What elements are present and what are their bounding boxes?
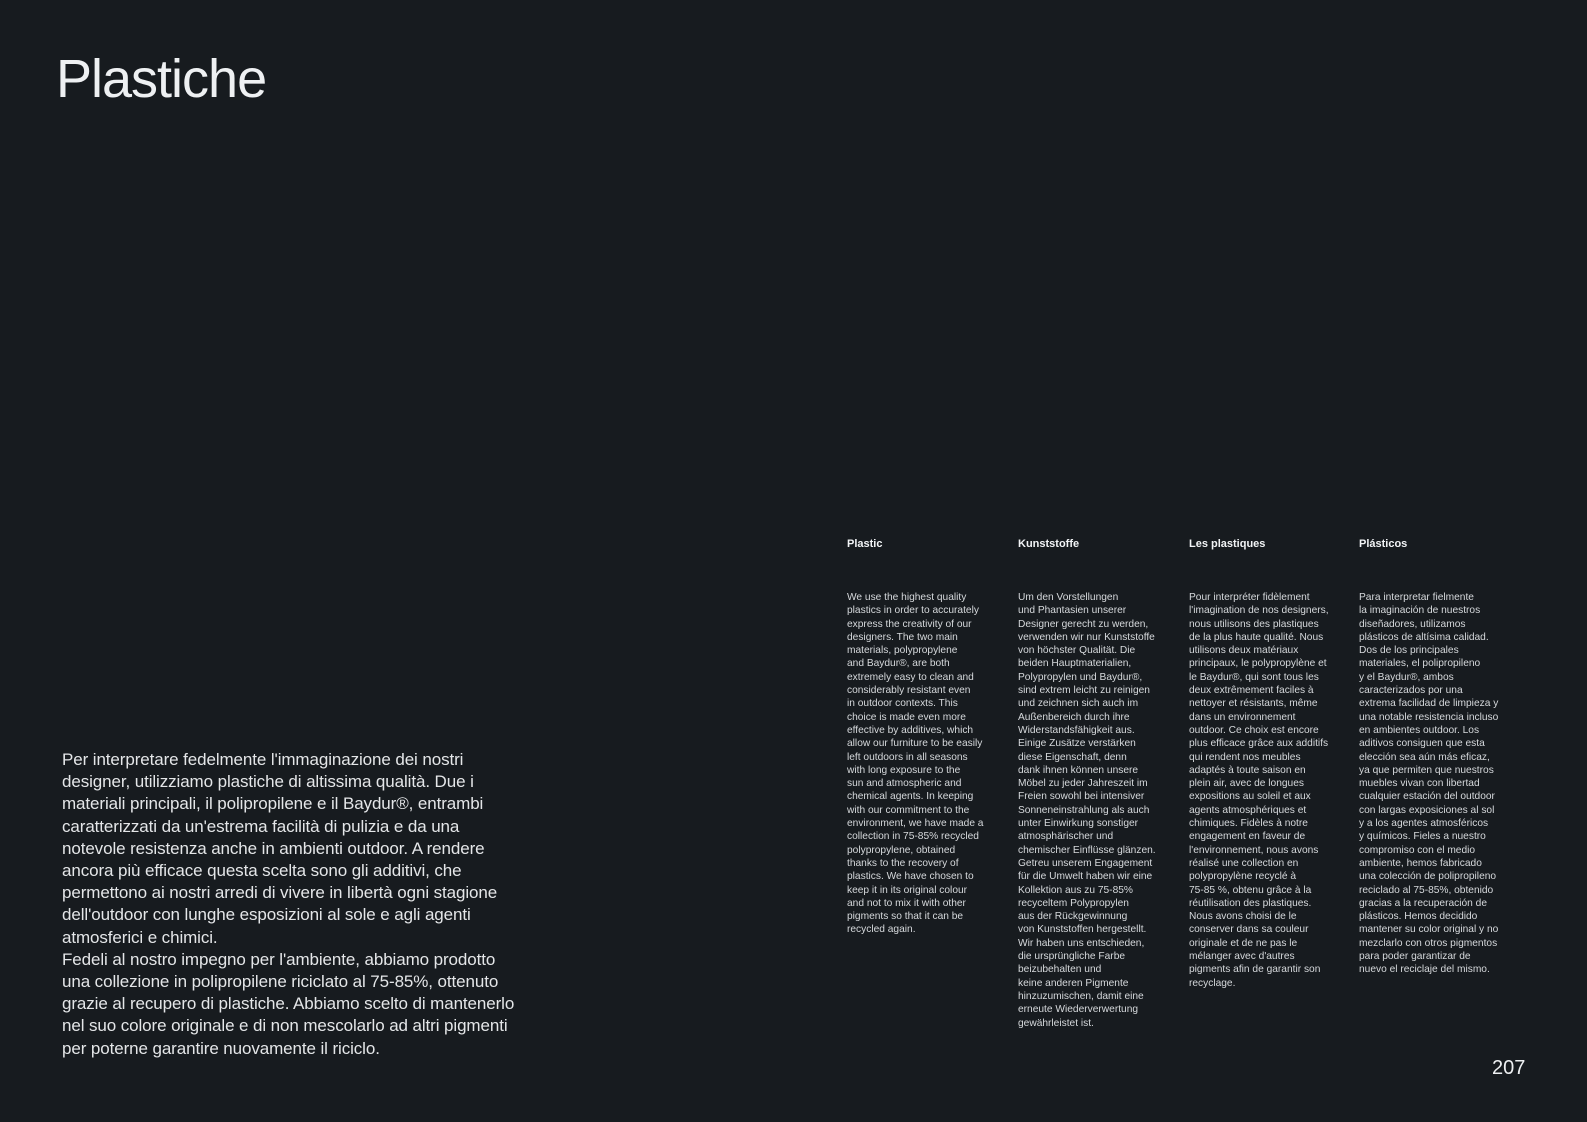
column-body: Pour interpréter fidèlement l'imagination de nos designers, nous utilisons des plastiques de la plus haute qualité. Nous utilisons deux matériaux principaux, le polypropylène et le Baydur®, qui sont tous les deux extrêmement faciles à nettoyer et résistants, même dans un environnement outdoor. Ce choix est encore plus efficace grâce aux additifs qui rendent nos meubles adaptés à toute saison en plein air, avec de longues expositions au soleil et aux agents atmosphériques et chimiques. Fidèles à notre engagement en faveur de l'environnement, nous avons réalisé une collection en polypropylène recyclé à 75-85 %, obtenu grâce à la réutilisation des plastiques. Nous avons choisi de le conserver dans sa couleur originale et de ne pas le mélanger avec d'autres pigments afin de garantir son recyclage. xyxy=(1189,592,1329,989)
translation-column-english xyxy=(847,537,1005,937)
column-body: Para interpretar fielmente la imaginación de nuestros diseñadores, utilizamos plásticos de altísima calidad. Dos de los principales materiales, el polipropileno y el Baydur®, ambos caracterizados por una extrema facilidad de limpieza y una notable resistencia incluso en ambientes outdoor. Los aditivos consiguen que esta elección sea aún más eficaz, ya que permiten que nuestros muebles vivan con libertad cualquier estación del outdoor con largas exposiciones al sol y a los agentes atmosféricos y químicos. Fieles a nuestro compromiso con el medio ambiente, hemos fabricado una colección de polipropileno reciclado al 75-85%, obtenido gracias a la recuperación de plásticos. Hemos decidido mantener su color original y no mezclarlo con otros pigmentos para poder garantizar de nuevo el reciclaje del mismo. xyxy=(1359,592,1499,976)
intro-paragraph: Fedeli al nostro impegno per l'ambiente, abbiamo prodotto una collezione in polipropilene riciclato al 75-85%, ottenuto grazie al recupero di plastiche. Abbiamo scelto di mantenerlo nel suo colore originale e di non mescolarlo ad altri pigmenti per poterne garantire nuovamente il riciclo. xyxy=(62,949,515,1058)
page-title: Plastiche xyxy=(56,49,267,109)
column-heading: Kunststoffe xyxy=(1018,538,1080,550)
column-heading: Plastic xyxy=(847,538,883,550)
page-number: 207 xyxy=(1492,1057,1526,1079)
translation-column-german xyxy=(1018,537,1176,1030)
column-heading: Plásticos xyxy=(1359,538,1408,550)
intro-paragraph: Per interpretare fedelmente l'immaginazione dei nostri designer, utilizziamo plastiche di altissima qualità. Due i materiali principali, il polipropilene e il Baydur®, entrambi caratterizzati da un'estrema facilità di pulizia e da una notevole resistenza anche in ambienti outdoor. A rendere ancora più efficace questa scelta sono gli additivi, che permettono ai nostri arredi di vivere in libertà ogni stagione dell'outdoor con lunghe esposizioni al sole e agli agenti atmosferici e chimici. xyxy=(62,750,498,947)
column-body: We use the highest quality plastics in order to accurately express the creativity of our designers. The two main materials, polypropylene and Baydur®, are both extremely easy to clean and considerably resistant even in outdoor contexts. This choice is made even more effective by additives, which allow our furniture to be easily left outdoors in all seasons with long exposure to the sun and atmospheric and chemical agents. In keeping with our commitment to the environment, we have made a collection in 75-85% recycled polypropylene, obtained thanks to the recovery of plastics. We have chosen to keep it in its original colour and not to mix it with other pigments so that it can be recycled again. xyxy=(847,592,984,936)
translation-column-french xyxy=(1189,537,1347,990)
translation-column-spanish xyxy=(1359,537,1517,977)
column-body: Um den Vorstellungen und Phantasien unserer Designer gerecht zu werden, verwenden wir nur Kunststoffe von höchster Qualität. Die beiden Hauptmaterialien, Polypropylen und Baydur®, sind extrem leicht zu reinigen und zeichnen sich auch im Außenbereich durch ihre Widerstandsfähigkeit aus. Einige Zusätze verstärken diese Eigenschaft, denn dank ihnen können unsere Möbel zu jeder Jahreszeit im Freien sowohl bei intensiver Sonneneinstrahlung als auch unter Einwirkung sonstiger atmosphärischer und chemischer Einflüsse glänzen. Getreu unserem Engagement für die Umwelt haben wir eine Kollektion aus zu 75-85% recyceltem Polypropylen aus der Rückgewinnung von Kunststoffen hergestellt. Wir haben uns entschieden, die ursprüngliche Farbe beizubehalten und keine anderen Pigmente hinzuzumischen, damit eine erneute Wiederverwertung gewährleistet ist. xyxy=(1018,592,1156,1029)
intro-text xyxy=(62,749,522,1060)
column-heading: Les plastiques xyxy=(1189,538,1266,550)
